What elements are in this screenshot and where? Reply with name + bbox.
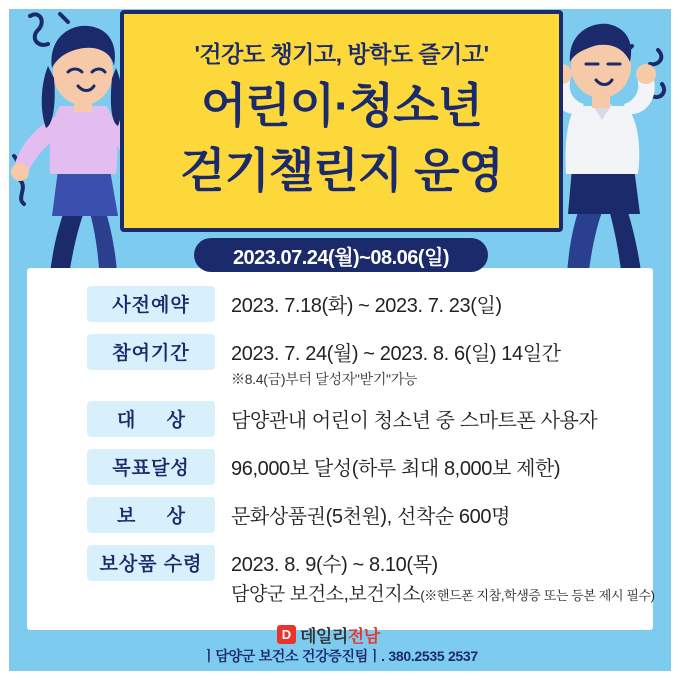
info-row [37, 286, 643, 322]
info-row-value: 문화상품권(5천원), 선착순 600명 [231, 506, 511, 528]
info-row-label: 보상품 수령 [87, 545, 215, 581]
info-row-note: ※8.4(금)부터 달성자"받기"가능 [231, 371, 418, 387]
info-row-subvalue-note: (※핸드폰 지참,학생증 또는 등본 제시 필수) [420, 588, 655, 603]
logo-text [300, 622, 380, 647]
title-box [120, 10, 563, 232]
info-row [37, 545, 655, 606]
logo-text-part2: 전남 [347, 627, 380, 646]
footer-contact-text: ㅣ담양군 보건소 건강증진팀ㅣ. 380.2535 2537 [202, 648, 478, 664]
info-row-body [231, 286, 502, 318]
info-row-body [231, 497, 510, 529]
info-row-body [231, 545, 655, 606]
info-row-label: 목표달성 [87, 449, 215, 485]
info-row-body [231, 401, 597, 433]
info-row-value: 2023. 7.18(화) ~ 2023. 7. 23(일) [231, 295, 502, 317]
info-row-label: 보 상 [87, 497, 215, 533]
info-row [37, 497, 643, 533]
info-row-label: 대 상 [87, 401, 215, 437]
info-row [37, 449, 643, 485]
info-row-label: 참여기간 [87, 334, 215, 370]
poster-subtitle: '건강도 챙기고, 방학도 즐기고' [194, 41, 489, 67]
poster-title-line1: 어린이·청소년 [200, 79, 483, 132]
info-row-value: 96,000보 달성(하루 최대 8,000보 제한) [231, 458, 561, 480]
logo-mark-icon: D [277, 625, 296, 644]
info-row-body [231, 334, 561, 389]
event-date-badge: 2023.07.24(월)~08.06(일) [194, 238, 488, 272]
info-row-body [231, 449, 560, 481]
info-row [37, 401, 643, 437]
logo-text-part1: 데일리 [300, 627, 348, 646]
info-row-subvalue-text: 담양군 보건소,보건지소 [231, 584, 421, 605]
info-row-value: 2023. 8. 9(수) ~ 8.10(목) [231, 554, 438, 576]
info-row-label: 사전예약 [87, 286, 215, 322]
info-row-subvalue [231, 579, 655, 606]
info-panel [27, 268, 653, 630]
info-row-value: 2023. 7. 24(월) ~ 2023. 8. 6(일) 14일간 [231, 343, 561, 365]
publisher-logo [277, 622, 380, 647]
info-row-value: 담양관내 어린이 청소년 중 스마트폰 사용자 [231, 410, 598, 432]
info-row [37, 334, 643, 389]
poster-title-line2: 걷기챌린지 운영 [180, 144, 503, 198]
